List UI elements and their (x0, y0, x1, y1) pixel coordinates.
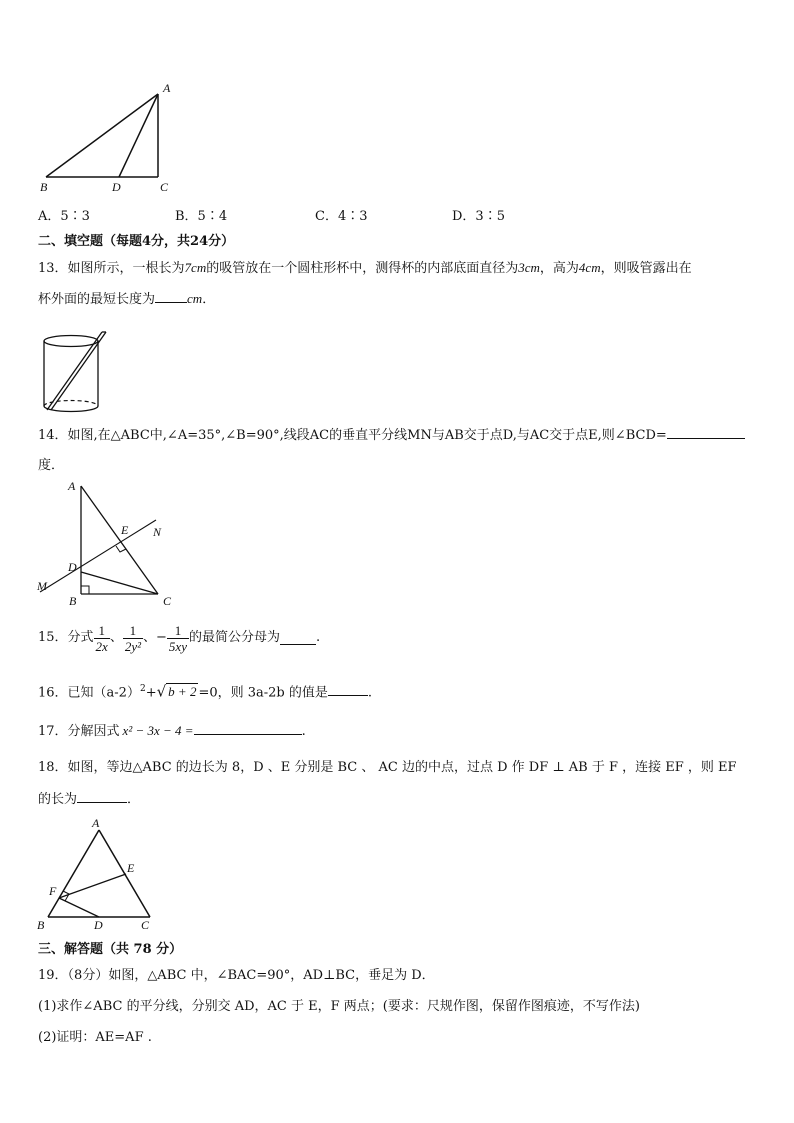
q14-triangle-figure (32, 476, 182, 610)
q17-answer-blank[interactable] (194, 722, 302, 735)
q13-line-1 (38, 259, 692, 278)
q13-line-2 (38, 290, 215, 309)
label-c: C (141, 918, 150, 932)
segment-dc (81, 572, 158, 594)
q12-option-c: C．4∶3 (315, 209, 368, 224)
q13-length: 7cm (184, 260, 207, 275)
q18-line-1: 18．如图，等边△ABC 的边长为 8，D 、E 分别是 BC 、 AC 边的中点，过点 D 作 DF ⊥ AB 于 F ，连接 EF ，则 EF (38, 760, 737, 775)
segment-ac (99, 830, 150, 917)
q13-text-e: ，高为 (539, 261, 579, 276)
q15-fraction-2: $\frac{1}{\text{2y²}}$ (124, 622, 142, 654)
sqrt-icon: √ (156, 682, 167, 701)
q19-line-3: (2)证明：AE=AF . (38, 1030, 152, 1045)
q18-line-2 (38, 790, 140, 809)
q17-expression: x² − 3x − 4 = (122, 723, 194, 738)
line-mn (40, 520, 156, 592)
label-e: E (127, 861, 135, 875)
q19-line-1: 19．（8分）如图，△ABC 中，∠BAC=90°，AD⊥BC，垂足为 D． (38, 968, 435, 983)
section-3-title: 三、解答题（共 78 分） (38, 942, 183, 957)
q13-text-line2: 杯外面的最短长度为 (38, 292, 156, 307)
q15-fraction-1: $\frac{1}{2x}$ (95, 622, 108, 654)
segment-ab (48, 830, 99, 917)
label-a: A (163, 81, 171, 95)
q17-line (38, 722, 306, 741)
q12-triangle-figure (36, 80, 186, 195)
segment-ac (81, 486, 158, 594)
label-d: D (68, 560, 77, 574)
label-d: D (112, 180, 121, 194)
q16-line (38, 680, 372, 702)
q16-text-c: =0，则 3a-2b 的值是 (198, 685, 328, 701)
q13-answer-blank[interactable] (155, 290, 187, 303)
segment-ba (46, 94, 158, 177)
q16-radicand: b + 2 (168, 684, 197, 700)
label-a: A (68, 479, 76, 493)
q18-text: 的长为 (38, 792, 78, 807)
section-2-title: 二、填空题（每题4分，共24分） (38, 234, 235, 249)
q12-option-d: D．3∶5 (452, 209, 505, 224)
q13-unit: cm (187, 291, 203, 306)
q15-answer-blank[interactable] (280, 632, 316, 645)
label-c: C (160, 180, 169, 194)
q15-end: . (315, 630, 321, 645)
q16-answer-blank[interactable] (328, 683, 368, 696)
label-b: B (37, 918, 45, 932)
label-e: E (121, 523, 129, 537)
q12-option-b: B．5∶4 (175, 209, 228, 224)
label-b: B (69, 594, 77, 608)
q13-cylinder-figure (40, 330, 112, 416)
segment-ad (119, 94, 158, 177)
label-n: N (153, 525, 162, 539)
q13-text-a: 13．如图所示，一根长为 (38, 261, 185, 276)
label-f: F (49, 884, 57, 898)
q12-option-a: A．5∶3 (38, 209, 90, 224)
q17-text: 17．分解因式 (38, 724, 120, 739)
q14-line-1 (38, 426, 745, 445)
q15-fraction-3: $\frac{1}{5xy}$ (168, 622, 187, 654)
q13-text-g: ，则吸管露出在 (600, 261, 692, 276)
q18-end: ． (127, 792, 141, 807)
label-d: D (94, 918, 103, 932)
q14-text: 14．如图,在△ABC中,∠A=35°,∠B=90°,线段AC的垂直平分线MN与AB交于点D,与AC交于点E,则∠BCD= (38, 428, 667, 443)
q15-sep-1: 、 (109, 630, 123, 645)
q16-end: . (367, 685, 373, 701)
q15-prefix: 15．分式 (38, 630, 94, 645)
label-c: C (163, 594, 172, 608)
label-b: B (40, 180, 48, 194)
straw-line-1 (47, 332, 102, 410)
q16-plus: + (145, 685, 157, 701)
q17-end: . (301, 724, 306, 739)
q18-triangle-figure (34, 816, 159, 934)
q13-height: 4cm (578, 260, 601, 275)
label-m: M (37, 579, 47, 593)
q13-diameter: 3cm (518, 260, 540, 275)
q16-exponent: 2 (139, 684, 146, 694)
q13-text-c: 的吸管放在一个圆柱形杯中，测得杯的内部底面直径为 (206, 261, 519, 276)
label-a: A (92, 816, 100, 830)
q16-text-a: 16．已知（a-2） (38, 685, 140, 701)
q15-line (38, 618, 320, 658)
q15-sep-2: 、− (143, 630, 167, 645)
q14-line-2: 度． (38, 458, 65, 473)
q15-suffix: 的最简公分母为 (188, 630, 280, 645)
q13-end: ． (202, 292, 216, 307)
q18-answer-blank[interactable] (77, 790, 127, 803)
q19-line-2: (1)求作∠ABC 的平分线，分别交 AD，AC 于 E，F 两点；(要求：尺规作图，保留作图痕迹，不写作法) (38, 999, 640, 1014)
q14-answer-blank[interactable] (667, 426, 745, 439)
